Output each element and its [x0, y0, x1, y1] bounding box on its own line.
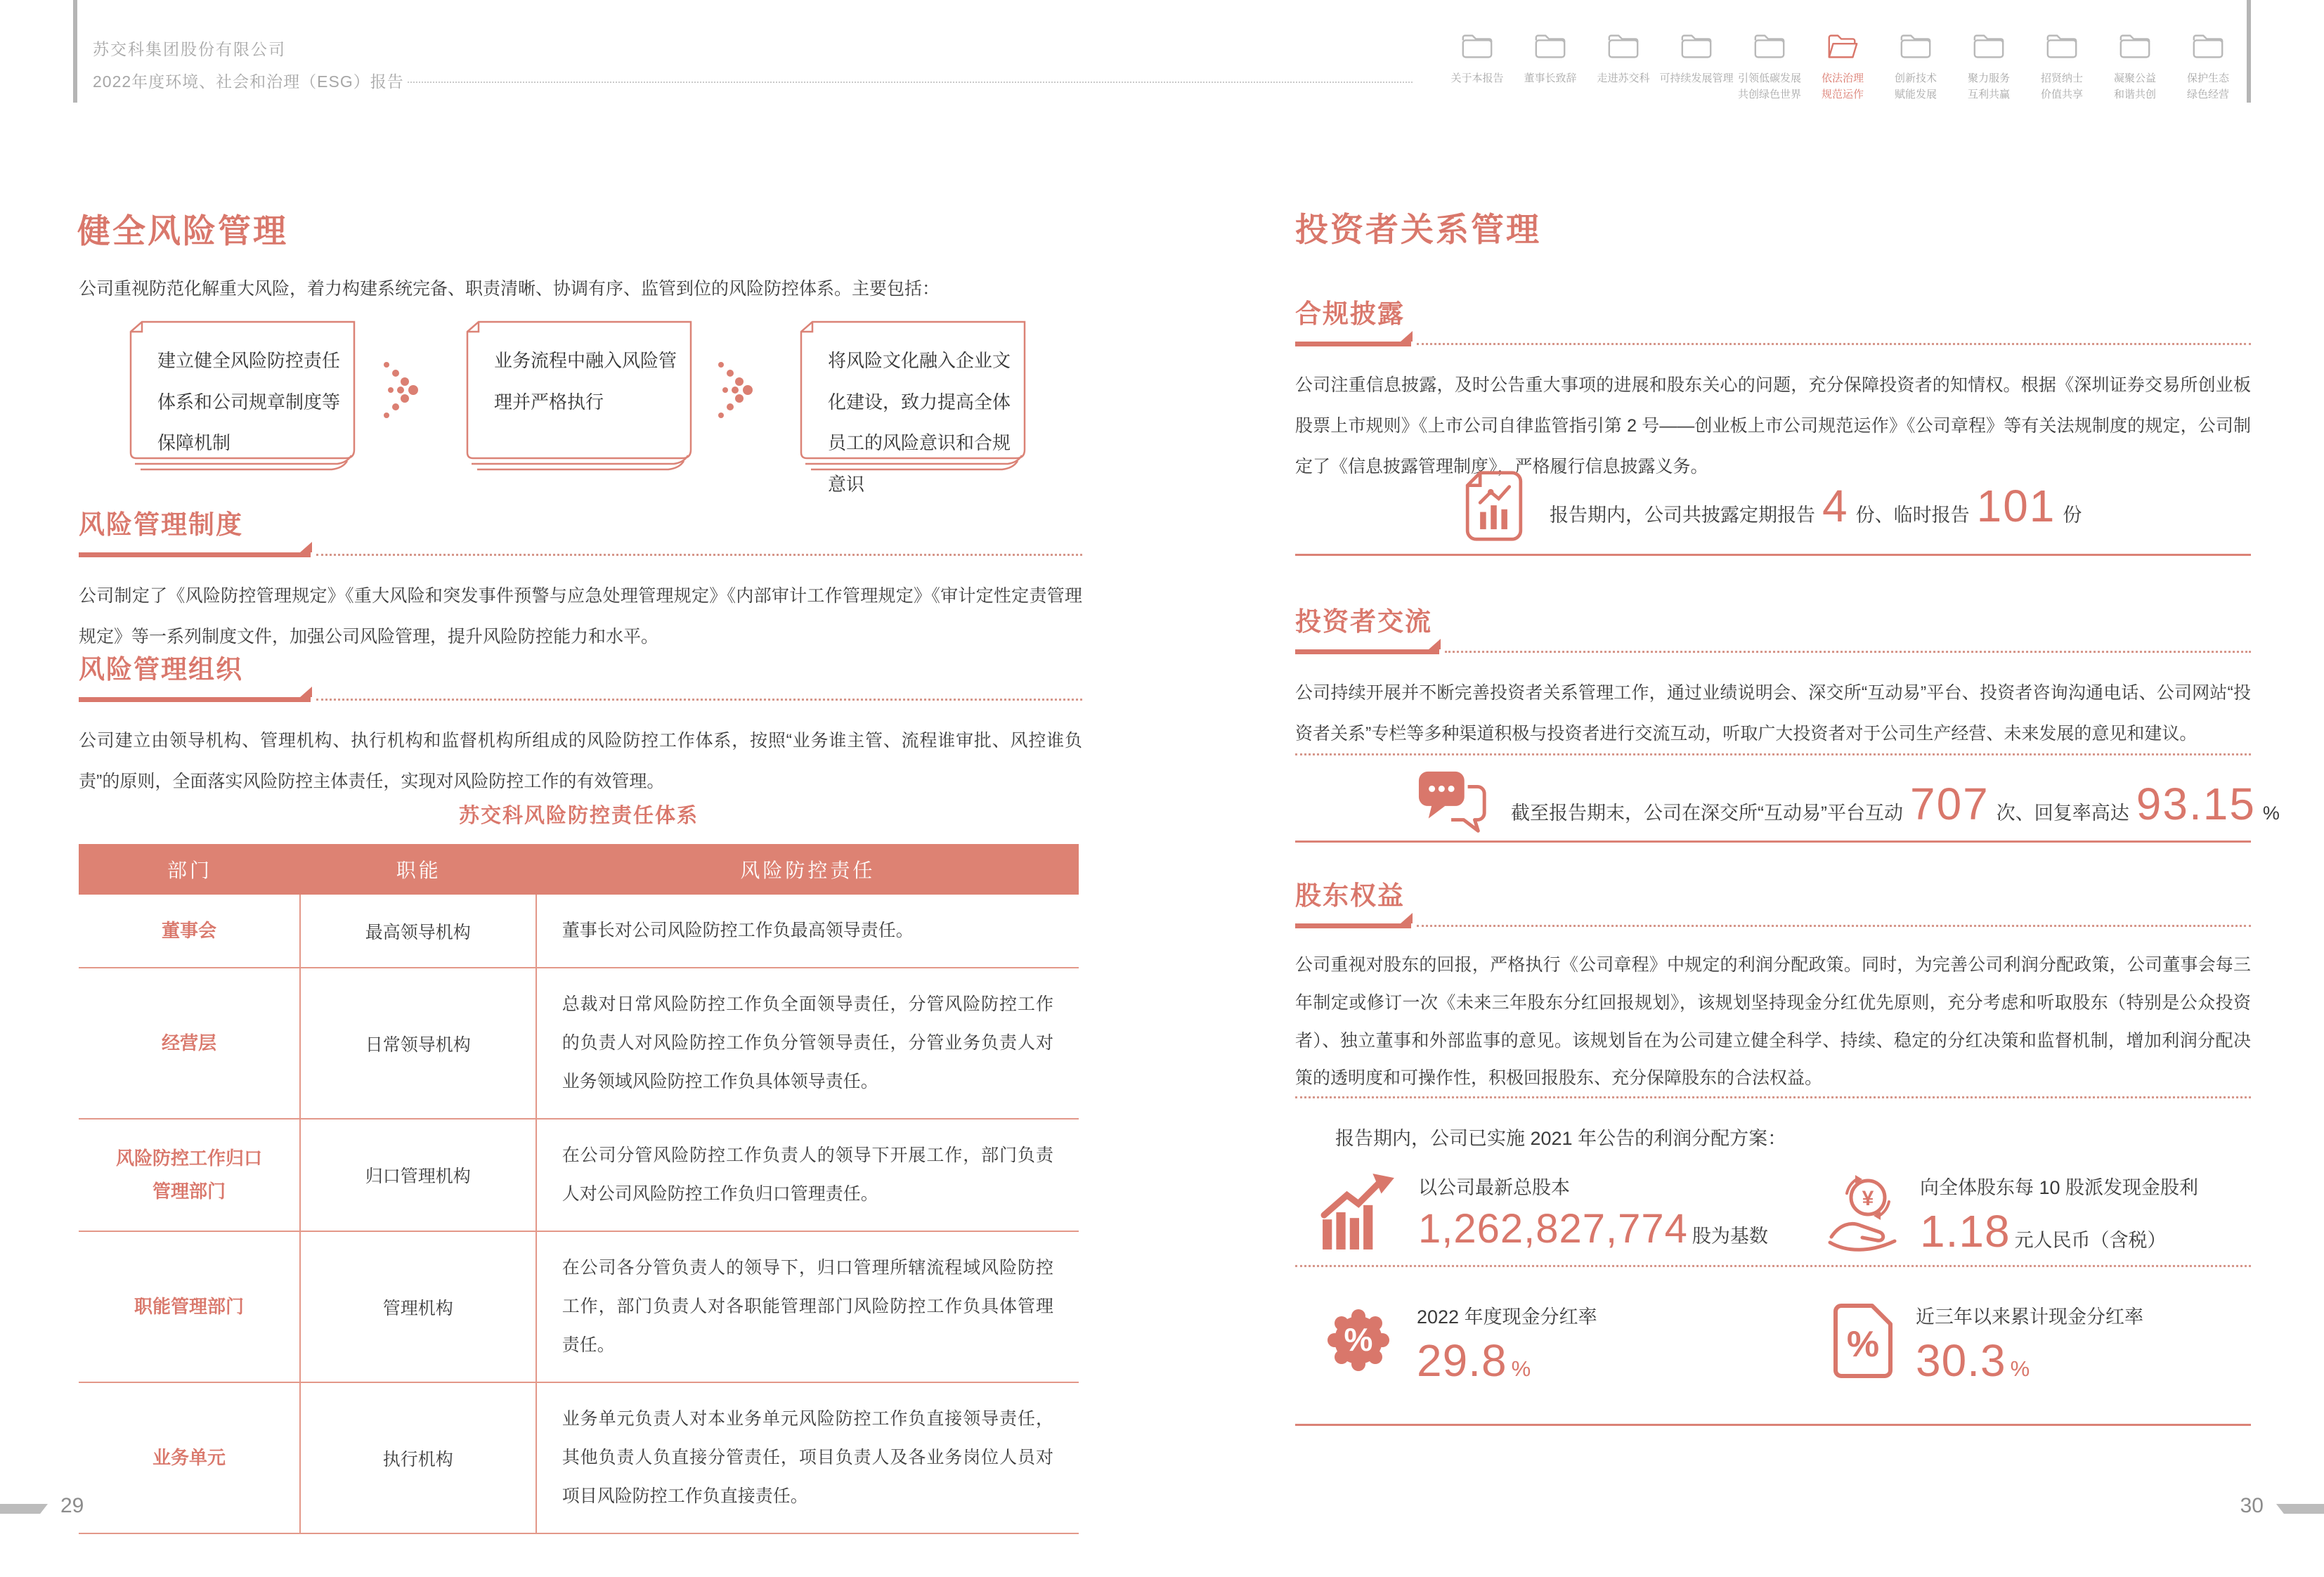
header-left-rule — [73, 0, 77, 103]
chapter-nav — [1441, 25, 2245, 103]
cell-duty: 在公司各分管负责人的领导下，归口管理所辖流程域风险防控工作，部门负责人对各职能管理部门风险防控工作负具体管理责任。 — [561, 1258, 1053, 1355]
nav-label: 保护生态 — [2186, 72, 2229, 84]
divider — [1295, 841, 2251, 843]
dotted-arrow-icon — [381, 348, 420, 432]
nav-label: 和谐共创 — [2113, 89, 2156, 101]
section-heading: 风险管理制度 — [79, 510, 243, 539]
nav-label: 可持续发展管理 — [1659, 72, 1734, 84]
nav-label: 走进苏交科 — [1597, 72, 1650, 84]
nav-label: 招贤纳士 — [2040, 72, 2083, 84]
dividend-per-share-card — [1827, 1172, 2198, 1257]
folder-icon — [1752, 25, 1787, 62]
nav-item-innovation[interactable] — [1879, 25, 1952, 103]
nav-label: 关于本报告 — [1450, 72, 1504, 84]
nav-label: 互利共赢 — [1967, 89, 2010, 101]
card-label: 以公司最新总股本 — [1418, 1177, 1570, 1198]
flow-box-2 — [450, 315, 709, 478]
disclosure-stat — [1550, 481, 2082, 531]
risk-intro: 公司重视防范化解重大风险，着力构建系统完备、职责清晰、协调有序、监管到位的风险防控体系。主要包括： — [79, 279, 940, 299]
card-suffix: 元人民币（含税） — [2014, 1230, 2167, 1251]
section-heading: 风险管理组织 — [79, 655, 243, 684]
folder-icon — [2044, 25, 2079, 62]
report-title: 2022年度环境、社会和治理（ESG）报告 — [93, 72, 404, 91]
folder-icon — [2190, 25, 2226, 62]
risk-responsibility-table — [79, 800, 1079, 1534]
payout-3yr-card — [1833, 1302, 2143, 1385]
page-number-right: 30 — [2240, 1494, 2264, 1517]
card-label: 近三年以来累计现金分红率 — [1916, 1306, 2143, 1328]
cell-dept: 职能管理部门 — [79, 1232, 301, 1382]
card-suffix: % — [1511, 1356, 1531, 1381]
cell-role: 最高领导机构 — [301, 895, 537, 967]
stat-text: 报告期内，公司共披露定期报告 — [1550, 505, 1815, 526]
payout-2022-card — [1320, 1302, 1597, 1385]
section-shareholder — [1295, 874, 2251, 1098]
col-header-duty: 风险防控责任 — [740, 859, 876, 881]
cell-role: 归口管理机构 — [301, 1120, 537, 1231]
nav-item-ecology[interactable] — [2172, 25, 2245, 103]
stat-text: % — [2262, 803, 2280, 824]
interaction-stat — [1511, 779, 2280, 829]
divider — [1295, 554, 2251, 556]
page-title-investor: 投资者关系管理 — [1295, 211, 1541, 248]
col-header-role: 职能 — [396, 859, 441, 881]
nav-label: 绿色经营 — [2186, 89, 2229, 101]
cell-duty: 在公司分管风险防控工作负责人的领导下开展工作，部门负责人对公司风险防控工作负归口管理责任。 — [561, 1146, 1053, 1204]
section-body: 公司注重信息披露，及时公告重大事项的进展和股东关心的问题，充分保障投资者的知情权。根据《深圳证券交易所创业板股票上市规则》《上市公司自律监管指引第 2 号——创业板上市公司规范运作》《公司章程》等有关法规制度的规定，公司制定了《信息披露管理制度》，严格履行信息披露义务。 — [1295, 375, 2251, 476]
chat-bubbles-icon — [1415, 766, 1493, 844]
nav-label: 董事长致辞 — [1524, 72, 1577, 84]
flow-box-text: 将风险文化融入企业文化建设，致力提高全体员工的风险意识和合规意识 — [828, 350, 1011, 495]
card-suffix: 股为基数 — [1692, 1226, 1768, 1247]
heading-rule — [79, 697, 1082, 702]
section-body: 公司建立由领导机构、管理机构、执行机构和监督机构所组成的风险防控工作体系，按照“业务谁主管、流程谁审批、风控谁负责”的原则，全面落实风险防控主体责任，实现对风险防控工作的有效管理。 — [79, 731, 1082, 791]
flow-box-1 — [114, 315, 372, 478]
table-row — [79, 968, 1079, 1120]
card-number: 1,262,827,774 — [1418, 1206, 1688, 1252]
dotted-arrow-icon — [715, 348, 755, 432]
nav-label: 共创绿色世界 — [1737, 89, 1801, 101]
report-chart-icon — [1463, 469, 1525, 546]
share-base-card — [1320, 1172, 1768, 1254]
company-name: 苏交科集团股份有限公司 — [93, 40, 286, 58]
header-right-rule — [2247, 0, 2251, 103]
nav-label: 规范运作 — [1821, 89, 1864, 101]
folder-icon — [1898, 25, 1933, 62]
cell-duty: 董事长对公司风险防控工作负最高领导责任。 — [561, 921, 914, 940]
cell-dept: 风险防控工作归口管理部门 — [79, 1120, 301, 1231]
dividend-intro: 报告期内，公司已实施 2021 年公告的利润分配方案： — [1335, 1128, 1787, 1149]
folder-open-icon — [1825, 25, 1860, 62]
svg-text:¥: ¥ — [1862, 1187, 1874, 1210]
stat-text: 份、临时报告 — [1855, 505, 1970, 526]
page-corner-ribbon — [2276, 1504, 2324, 1514]
folder-icon — [2117, 25, 2153, 62]
nav-item-service[interactable] — [1952, 25, 2025, 103]
dotted-divider — [1295, 753, 2251, 755]
nav-label: 赋能发展 — [1894, 89, 1937, 101]
stat-text: 截至报告期末，公司在深交所“互动易”平台互动 — [1511, 803, 1903, 824]
folder-icon — [1533, 25, 1568, 62]
nav-label: 价值共享 — [2040, 89, 2083, 101]
folder-icon — [1606, 25, 1641, 62]
card-label: 向全体股东每 10 股派发现金股利 — [1920, 1177, 2199, 1198]
nav-item-profile[interactable] — [1587, 25, 1660, 103]
cell-dept: 经营层 — [79, 968, 301, 1118]
stat-number: 93.15 — [2136, 779, 2256, 829]
stat-number: 101 — [1976, 481, 2056, 531]
cell-dept: 业务单元 — [79, 1383, 301, 1533]
nav-label: 依法治理 — [1821, 72, 1864, 84]
heading-rule — [1295, 342, 2251, 346]
cell-duty: 业务单元负责人对本业务单元风险防控工作负直接领导责任，其他负责人负直接分管责任，项目负责人及各业务岗位人员对项目风险防控工作负直接责任。 — [561, 1409, 1053, 1506]
cell-duty: 总裁对日常风险防控工作负全面领导责任，分管风险防控工作的负责人对风险防控工作负分管领导责任，分管业务负责人对业务领域风险防控工作负具体领导责任。 — [561, 994, 1053, 1091]
section-compliance — [1295, 292, 2251, 487]
heading-rule — [1295, 923, 2251, 928]
table-row — [79, 1383, 1079, 1534]
table-title: 苏交科风险防控责任体系 — [458, 805, 699, 827]
nav-item-chairman[interactable] — [1514, 25, 1587, 103]
dotted-divider — [1295, 1096, 2251, 1098]
flow-box-text: 业务流程中融入风险管理并严格执行 — [494, 350, 677, 413]
nav-item-about[interactable] — [1441, 25, 1514, 103]
heading-rule — [1295, 649, 2251, 654]
col-header-dept: 部门 — [167, 859, 212, 881]
nav-label: 引领低碳发展 — [1737, 72, 1801, 84]
nav-label: 凝聚公益 — [2113, 72, 2156, 84]
nav-label: 创新技术 — [1894, 72, 1937, 84]
folder-icon — [1460, 25, 1495, 62]
nav-label: 聚力服务 — [1967, 72, 2010, 84]
heading-rule — [79, 552, 1082, 557]
page-corner-ribbon — [0, 1504, 48, 1514]
cell-role: 执行机构 — [301, 1383, 537, 1533]
section-communication — [1295, 600, 2251, 754]
hand-coin-icon — [1827, 1172, 1900, 1257]
nav-item-governance-active[interactable] — [1806, 25, 1879, 103]
section-body: 公司持续开展并不断完善投资者关系管理工作，通过业绩说明会、深交所“互动易”平台、投资者咨询沟通电话、公司网站“投资者关系”专栏等多种渠道积极与投资者进行交流互动，听取广大投资者对于公司生产经营、未来发展的意见和建议。 — [1295, 683, 2251, 744]
table-header-row — [79, 844, 1079, 895]
section-risk-system — [79, 503, 1082, 657]
cell-role: 管理机构 — [301, 1232, 537, 1382]
card-label: 2022 年度现金分红率 — [1417, 1306, 1597, 1328]
section-body: 公司重视对股东的回报，严格执行《公司章程》中规定的利润分配政策。同时，为完善公司利润分配政策，公司董事会每三年制定或修订一次《未来三年股东分红回报规划》，该规划坚持现金分红优先原则，充分考虑和听取股东（特别是公众投资者）、独立董事和外部监事的意见。该规划旨在为公司建立健全科学、持续、稳定的分红决策和监督机制，增加利润分配决策的透明度和可操作性，积极回报股东、充分保障股东的合法权益。 — [1295, 955, 2251, 1089]
section-risk-org — [79, 648, 1082, 802]
section-heading: 股东权益 — [1295, 881, 1405, 910]
section-heading: 投资者交流 — [1295, 607, 1432, 636]
folder-icon — [1679, 25, 1714, 62]
table-row — [79, 1120, 1079, 1232]
nav-item-charity[interactable] — [2098, 25, 2172, 103]
stat-number: 4 — [1822, 481, 1849, 531]
stat-number: 707 — [1909, 779, 1989, 829]
folder-icon — [1971, 25, 2006, 62]
cell-role: 日常领导机构 — [301, 968, 537, 1118]
svg-text:%: % — [1344, 1321, 1373, 1358]
divider — [1295, 1424, 2251, 1426]
nav-item-sustainability[interactable] — [1660, 25, 1733, 103]
nav-item-talent[interactable] — [2025, 25, 2098, 103]
card-number: 30.3 — [1916, 1335, 2006, 1386]
svg-text:%: % — [1846, 1324, 1880, 1365]
page-number-left: 29 — [60, 1494, 84, 1517]
page-title-risk: 健全风险管理 — [77, 212, 288, 249]
table-row — [79, 1232, 1079, 1383]
card-number: 29.8 — [1417, 1335, 1507, 1386]
stat-text: 次、回复率高达 — [1996, 803, 2129, 824]
percent-badge-icon — [1320, 1302, 1397, 1385]
percent-tag-icon — [1833, 1302, 1896, 1385]
header-dotted-line — [408, 82, 1413, 83]
flow-box-text: 建立健全风险防控责任体系和公司规章制度等保障机制 — [157, 350, 341, 453]
flow-box-3 — [784, 315, 1043, 495]
section-body: 公司制定了《风险防控管理规定》《重大风险和突发事件预警与应急处理管理规定》《内部审计工作管理规定》《审计定性定责管理规定》等一系列制度文件，加强公司风险管理，提升风险防控能力和水平。 — [79, 586, 1082, 647]
dotted-divider — [1295, 1265, 2251, 1267]
stat-text: 份 — [2063, 505, 2082, 526]
card-suffix: % — [2010, 1356, 2030, 1381]
table-row — [79, 895, 1079, 968]
section-heading: 合规披露 — [1295, 299, 1405, 328]
growth-bars-icon — [1320, 1172, 1398, 1254]
card-number: 1.18 — [1920, 1206, 2011, 1257]
cell-dept: 董事会 — [79, 895, 301, 967]
nav-item-low-carbon[interactable] — [1733, 25, 1806, 103]
